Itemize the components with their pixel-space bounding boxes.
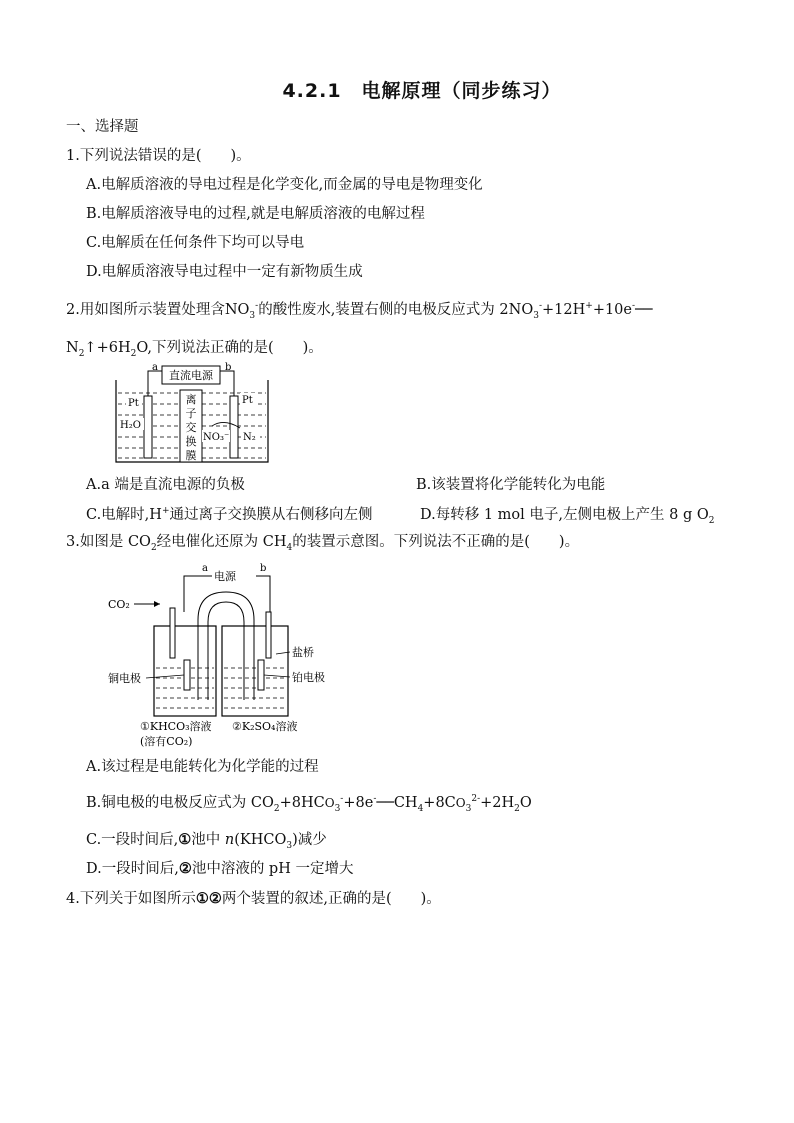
q3-option-a: A.该过程是电能转化为化学能的过程 [86, 759, 319, 775]
q1-option-a: A.电解质溶液的导电过程是化学变化,而金属的导电是物理变化 [86, 177, 483, 193]
q3-power-label: 电源 [214, 570, 236, 583]
svg-text:H₂O: H₂O [120, 420, 141, 431]
svg-text:换: 换 [185, 435, 197, 448]
question-4-stem: 4.下列关于如图所示①②两个装置的叙述,正确的是( )。 [66, 890, 441, 907]
svg-text:离: 离 [185, 393, 197, 406]
svg-text:子: 子 [185, 407, 197, 420]
q3-electrocatalysis-figure [104, 560, 344, 750]
q3-platinum-label: 铂电极 [292, 671, 325, 684]
svg-text:Pt: Pt [242, 395, 253, 406]
q2-option-c: C.电解时,H+通过离子交换膜从右侧移向左侧 [86, 506, 373, 523]
svg-text:膜: 膜 [185, 449, 197, 462]
q2-option-b: B.该装置将化学能转化为电能 [416, 477, 606, 493]
svg-text:NO₃⁻: NO₃⁻ [203, 432, 230, 443]
svg-text:N₂: N₂ [243, 432, 256, 443]
svg-text:a: a [202, 563, 208, 574]
q3-cell1-label: ①KHCO₃溶液 [140, 720, 212, 733]
page-title: 4.2.1 电解原理（同步练习） [282, 80, 562, 102]
question-3-stem: 3.如图是 $CO_2$经电催化还原为 $CH_4$的装置示意图。下列说法不正确的是( )。 [66, 534, 580, 553]
q3-salt-bridge-label: 盐桥 [292, 646, 314, 659]
q1-option-c: C.电解质在任何条件下均可以导电 [86, 235, 305, 251]
svg-text:Pt: Pt [128, 398, 139, 409]
q1-option-b: B.电解质溶液导电的过程,就是电解质溶液的电解过程 [86, 206, 425, 222]
q3-option-b: B.铜电极的电极反应式为 $CO_2+8HCO_3^-+8e^-──CH_4+8CO_3^{2-}+2H_2O$ [86, 794, 532, 814]
q1-option-d: D.电解质溶液导电过程中一定有新物质生成 [86, 264, 363, 280]
svg-text:交: 交 [185, 421, 197, 434]
q3-copper-label: 铜电极 [108, 672, 141, 685]
q3-option-d: D.一段时间后,②池中溶液的 pH 一定增大 [86, 860, 354, 877]
q2-power-label: 直流电源 [169, 369, 213, 382]
q3-co2-label: CO₂ [108, 598, 130, 611]
q2-electrolysis-figure [112, 360, 272, 468]
q3-option-c: C.一段时间后,①池中 $n(KHCO_3)$减少 [86, 831, 327, 851]
q3-cell1-note: (溶有CO₂) [140, 735, 193, 748]
svg-text:a: a [152, 362, 158, 373]
question-1-stem: 1.下列说法错误的是( )。 [66, 148, 251, 164]
svg-text:b: b [225, 362, 232, 373]
q2-option-a: A.a 端是直流电源的负极 [86, 477, 245, 493]
q3-cell2-label: ②K₂SO₄溶液 [232, 720, 298, 733]
question-2-stem-line2: $N_2↑+6H_2O$,下列说法正确的是( )。 [66, 340, 323, 359]
question-2-stem: 2.用如图所示装置处理含$NO_3^-$的酸性废水,装置右侧的电极反应式为 $2NO_3^-+12H^++10e^-──$ [66, 301, 653, 321]
section-heading: 一、选择题 [66, 119, 139, 135]
svg-text:b: b [260, 563, 267, 574]
q2-option-d: D.每转移 1 mol 电子,左侧电极上产生 8 g $O_2$ [420, 507, 715, 526]
